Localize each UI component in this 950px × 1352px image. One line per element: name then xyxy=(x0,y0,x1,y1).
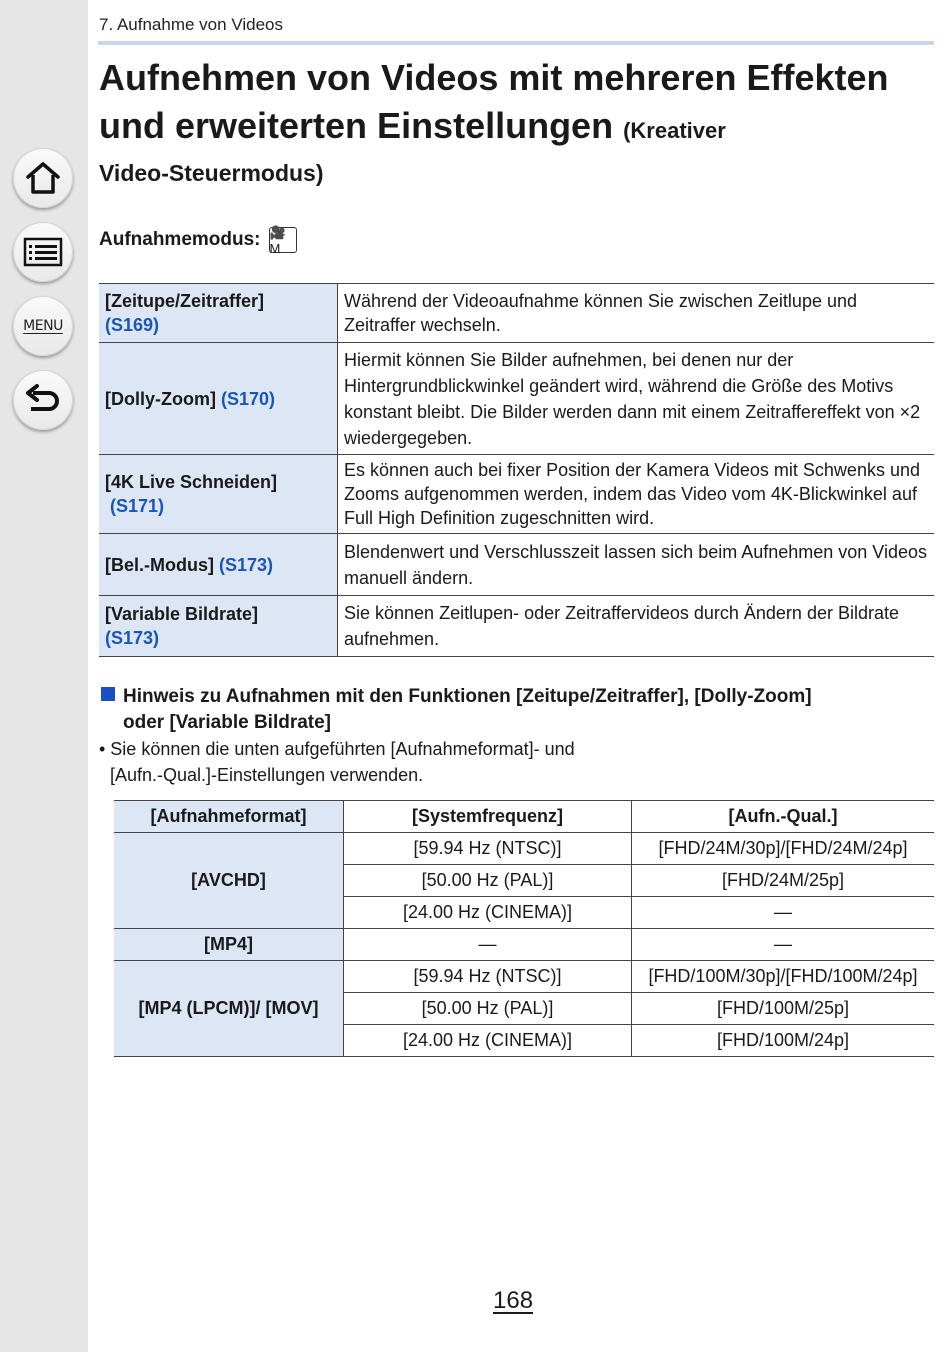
feature-name: [4K Live Schneiden] xyxy=(105,472,278,492)
feature-page-link[interactable]: (S169) xyxy=(105,315,160,335)
table-header-row xyxy=(114,801,934,833)
table-row xyxy=(99,343,934,455)
feature-page-link[interactable]: (S170) xyxy=(221,388,276,409)
table-row xyxy=(99,534,934,596)
note-heading xyxy=(101,684,901,736)
system-frequency-cell: [24.00 Hz (CINEMA)] xyxy=(344,897,632,929)
recording-mode-line xyxy=(99,224,297,256)
feature-description: Hiermit können Sie Bilder aufnehmen, bei denen nur der Hintergrundblickwinkel geändert wird, während die Größe des Motivs konstant bleibt. Die Bilder werden dann mit einem Zeitraffereffekt von ×2 wiedergegeben. xyxy=(338,343,935,455)
menu-label: MENU xyxy=(23,318,63,334)
feature-name: [Variable Bildrate] xyxy=(105,604,259,624)
back-arrow-icon xyxy=(23,383,63,417)
table-row xyxy=(114,833,934,865)
page-number: 168 xyxy=(493,1287,534,1314)
system-frequency-cell: — xyxy=(344,929,632,961)
table-row xyxy=(99,284,934,343)
system-frequency-cell: [24.00 Hz (CINEMA)] xyxy=(344,1025,632,1057)
table-row xyxy=(99,455,934,534)
list-icon xyxy=(23,237,63,267)
recording-mode-label: Aufnahmemodus: xyxy=(99,229,261,250)
system-frequency-cell: [50.00 Hz (PAL)] xyxy=(344,993,632,1025)
note-body-line1: • Sie können die unten aufgeführten [Aufnahmeformat]- und xyxy=(99,739,575,759)
system-frequency-cell: [59.94 Hz (NTSC)] xyxy=(344,833,632,865)
feature-page-link[interactable]: (S173) xyxy=(219,554,274,575)
page-title-paren: (Kreativer xyxy=(623,118,726,143)
table-row xyxy=(114,929,934,961)
quality-cell: [FHD/100M/24p] xyxy=(632,1025,935,1057)
column-header: [Aufn.-Qual.] xyxy=(632,801,935,833)
feature-description: Während der Videoaufnahme können Sie zwischen Zeitlupe und Zeitraffer wechseln. xyxy=(338,284,935,343)
home-button[interactable] xyxy=(13,148,73,208)
page-title-main: Aufnehmen von Videos mit mehreren Effekten und erweiterten Einstellungen xyxy=(99,57,889,146)
home-icon xyxy=(24,160,62,196)
note-heading-line2: oder [Variable Bildrate] xyxy=(123,712,332,733)
system-frequency-cell: [59.94 Hz (NTSC)] xyxy=(344,961,632,993)
feature-page-link[interactable]: (S171) xyxy=(110,496,165,516)
feature-name-cell xyxy=(99,284,338,343)
feature-name-cell xyxy=(99,343,338,455)
quality-cell: — xyxy=(632,897,935,929)
feature-page-link[interactable]: (S173) xyxy=(105,628,160,648)
column-header: [Aufnahmeformat] xyxy=(114,801,344,833)
header-rule xyxy=(98,41,934,45)
creative-video-mode-icon: 🎥M xyxy=(269,227,297,253)
blue-square-bullet-icon xyxy=(101,687,115,701)
note-body-line2: [Aufn.-Qual.]-Einstellungen verwenden. xyxy=(110,765,424,785)
feature-description: Es können auch bei fixer Position der Kamera Videos mit Schwenks und Zooms aufgenommen werden, indem das Video vom 4K-Blickwinkel auf Full High Definition zugeschnitten wird. xyxy=(338,455,935,534)
table-row xyxy=(114,961,934,993)
quality-cell: [FHD/100M/30p]/[FHD/100M/24p] xyxy=(632,961,935,993)
quality-cell: — xyxy=(632,929,935,961)
feature-name-cell xyxy=(99,534,338,596)
feature-name-cell xyxy=(99,455,338,534)
sidebar xyxy=(0,0,88,1352)
quality-cell: [FHD/100M/25p] xyxy=(632,993,935,1025)
note-heading-line1: Hinweis zu Aufnahmen mit den Funktionen [Zeitupe/Zeitraffer], [Dolly-Zoom] xyxy=(123,686,812,707)
feature-name: [Zeitupe/Zeitraffer] xyxy=(105,291,265,311)
quality-cell: [FHD/24M/30p]/[FHD/24M/24p] xyxy=(632,833,935,865)
format-table xyxy=(114,800,934,1057)
menu-button[interactable] xyxy=(13,296,73,356)
quality-cell: [FHD/24M/25p] xyxy=(632,865,935,897)
format-cell: [MP4 (LPCM)]/ [MOV] xyxy=(114,961,344,1057)
feature-description: Sie können Zeitlupen- oder Zeitraffervideos durch Ändern der Bildrate aufnehmen. xyxy=(338,596,935,657)
feature-name: [Dolly-Zoom] xyxy=(105,388,216,409)
format-cell: [AVCHD] xyxy=(114,833,344,929)
column-header: [Systemfrequenz] xyxy=(344,801,632,833)
contents-button[interactable] xyxy=(13,222,73,282)
feature-table xyxy=(99,283,934,657)
note-body xyxy=(99,736,699,788)
feature-name: [Bel.-Modus] xyxy=(105,554,214,575)
feature-description: Blendenwert und Verschlusszeit lassen sich beim Aufnehmen von Videos manuell ändern. xyxy=(338,534,935,596)
system-frequency-cell: [50.00 Hz (PAL)] xyxy=(344,865,632,897)
back-button[interactable] xyxy=(13,370,73,430)
page-subtitle: Video-Steuermodus) xyxy=(99,160,324,186)
feature-name-cell xyxy=(99,596,338,657)
table-row xyxy=(99,596,934,657)
chapter-breadcrumb[interactable]: 7. Aufnahme von Videos xyxy=(99,15,283,34)
page-title xyxy=(99,54,929,155)
format-cell: [MP4] xyxy=(114,929,344,961)
